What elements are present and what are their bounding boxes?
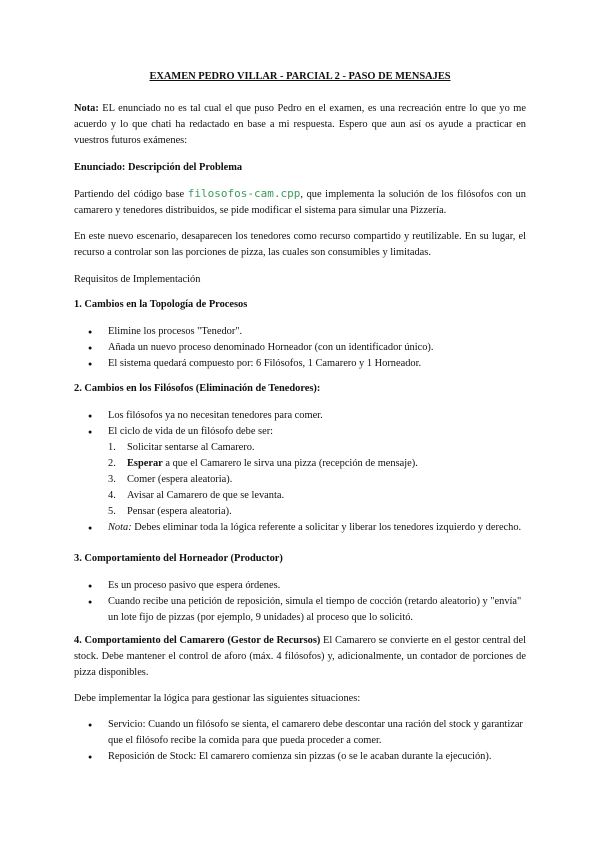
section2-list <box>74 408 526 536</box>
list-item <box>74 424 526 520</box>
section2-heading: 2. Cambios en los Filósofos (Eliminación de Tenedores): <box>74 383 321 394</box>
list-item: ● Servicio: Cuando un filósofo se sienta, el camarero debe descontar una ración del stock y garantizar que el filósofo recibe la comida para que pueda proceder a comer. <box>74 717 526 749</box>
situations-intro: Debe implementar la lógica para gestionar las siguientes situaciones: <box>74 693 361 704</box>
author-note <box>74 101 526 149</box>
requirements-heading: Requisitos de Implementación <box>74 274 201 285</box>
list-item <box>74 520 526 536</box>
section3-heading: 3. Comportamiento del Horneador (Productor) <box>74 553 283 564</box>
step-text: a que el Camarero le sirva una pizza (recepción de mensaje). <box>162 458 418 469</box>
document-title: EXAMEN PEDRO VILLAR - PARCIAL 2 - PASO DE MENSAJES <box>149 71 451 82</box>
note-text: EL enunciado no es tal cual el que puso Pedro en el examen, es una recreación entre lo que yo me acuerdo y lo que chati ha redactado en base a mi respuesta. Espero que aun así os ayude a practicar en vuestros futuros exámenes: <box>74 103 526 146</box>
section3-list <box>74 578 526 626</box>
lifecycle-steps <box>108 440 526 520</box>
list-item: ● Elimine los procesos "Tenedor". <box>74 324 526 340</box>
note-label: Nota: <box>74 103 99 114</box>
lifecycle-intro: El ciclo de vida de un filósofo debe ser: <box>108 426 274 437</box>
list-item: ● Reposición de Stock: El camarero comienza sin pizzas (o se le acaban durante la ejecución). <box>74 749 526 765</box>
step-item <box>108 504 526 520</box>
list-item: ● Es un proceso pasivo que espera órdenes. <box>74 578 526 594</box>
list-item: ● Cuando recibe una petición de reposición, simula el tiempo de cocción (retardo aleatorio) y "envía" un lote fijo de pizzas (por ejemplo, 9 unidades) al proceso que lo solicitó. <box>74 594 526 626</box>
step-text: Avisar al Camarero de que se levanta. <box>127 490 285 501</box>
section1-list <box>74 324 526 372</box>
step-number: 3. <box>108 474 116 485</box>
list-item: ● Los filósofos ya no necesitan tenedores para comer. <box>74 408 526 424</box>
section2-note-label: Nota: <box>108 522 132 533</box>
step-item <box>108 440 526 456</box>
step-bold: Esperar <box>127 458 163 469</box>
code-filename: filosofos-cam.cpp <box>187 187 301 200</box>
step-text: Comer (espera aleatoria). <box>127 474 233 485</box>
section2-note-text: Debes eliminar toda la lógica referente a solicitar y liberar los tenedores izquierdo y derecho. <box>131 522 522 533</box>
step-number: 5. <box>108 506 116 517</box>
section1-heading: 1. Cambios en la Topología de Procesos <box>74 299 248 310</box>
intro-after: , que implementa la solución de los filósofos con un camarero y tenedores distribuidos, se pide modificar el sistema para simular una Pizzería. <box>74 189 526 216</box>
situations-list <box>74 717 526 765</box>
step-number: 1. <box>108 442 116 453</box>
intro-paragraph <box>74 186 526 219</box>
step-text: Solicitar sentarse al Camarero. <box>127 442 255 453</box>
list-item: ● Añada un nuevo proceso denominado Horneador (con un identificador único). <box>74 340 526 356</box>
intro-before: Partiendo del código base <box>74 189 188 200</box>
step-item <box>108 472 526 488</box>
list-item: ● El sistema quedará compuesto por: 6 Filósofos, 1 Camarero y 1 Horneador. <box>74 356 526 372</box>
step-item <box>108 488 526 504</box>
statement-heading: Enunciado: Descripción del Problema <box>74 162 243 173</box>
step-number: 2. <box>108 458 116 469</box>
scenario-paragraph: En este nuevo escenario, desaparecen los tenedores como recurso compartido y reutilizable. En su lugar, el recurso a controlar son las porciones de pizza, las cuales son consumibles y limitadas. <box>74 231 526 258</box>
section4-heading: 4. Comportamiento del Camarero (Gestor de Recursos) <box>74 635 321 646</box>
section4-paragraph <box>74 633 526 681</box>
section4-text: El Camarero se convierte en el gestor central del stock. Debe mantener el control de aforo (máx. 4 filósofos) y, adicionalmente, un contador de porciones de pizza disponibles. <box>74 635 526 678</box>
step-text: Pensar (espera aleatoria). <box>127 506 232 517</box>
step-item <box>108 456 526 472</box>
step-number: 4. <box>108 490 116 501</box>
